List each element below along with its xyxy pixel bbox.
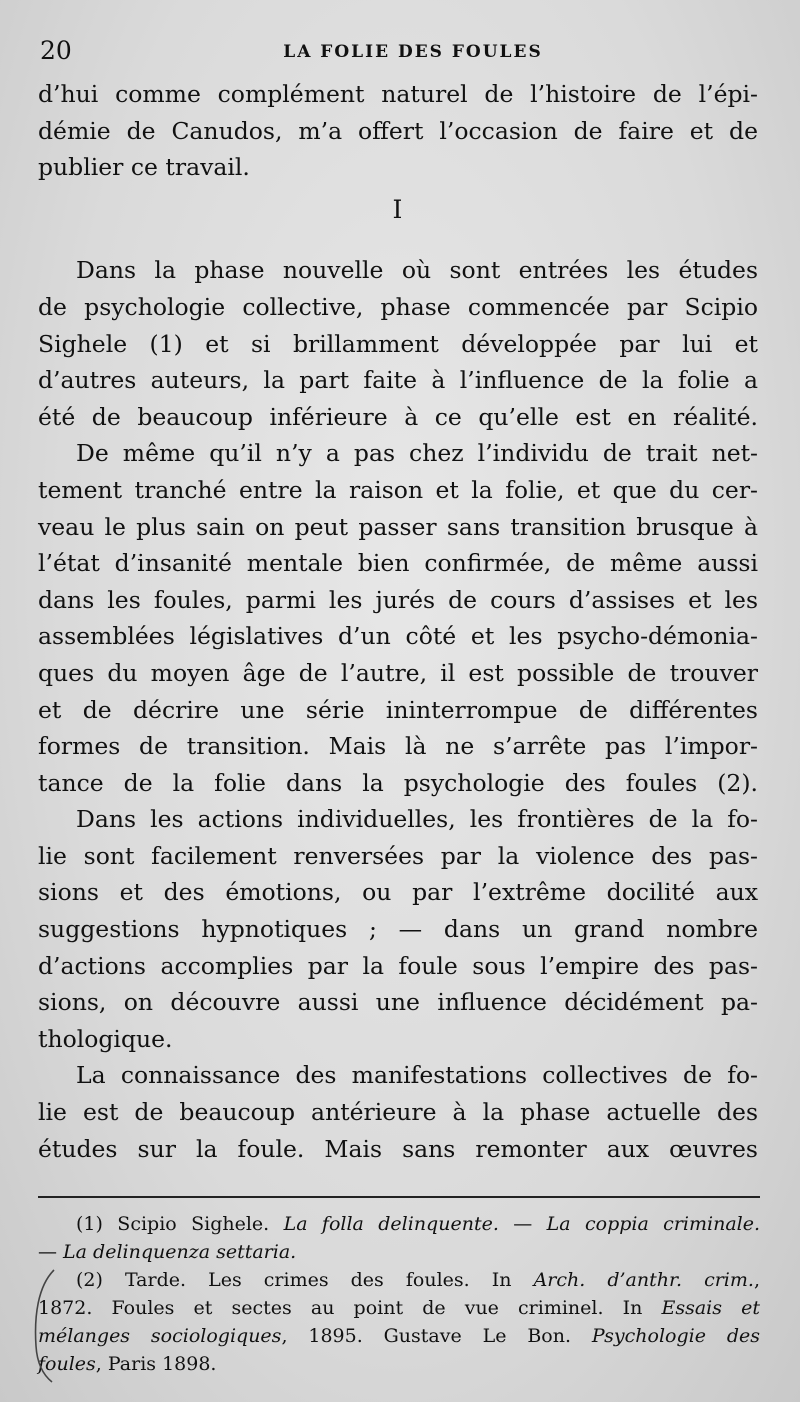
body-line: sions et des émotions, ou par l’extrême docilité aux — [38, 878, 758, 907]
body-line: De même qu’il n’y a pas chez l’individu de trait net- — [76, 439, 758, 468]
body-line: Sighele (1) et si brillamment développée par lui et — [38, 329, 758, 358]
footnote-2-line — [38, 1266, 760, 1294]
body-line: d’autres auteurs, la part faite à l’influence de la folie a — [38, 366, 758, 395]
body-line: études sur la foule. Mais sans remonter aux œuvres — [38, 1134, 758, 1163]
footnote-2-line — [38, 1322, 760, 1350]
footnote-title: mélanges sociologiques — [38, 1325, 282, 1347]
body-line: lie est de beaucoup antérieure à la phase actuelle des — [38, 1098, 758, 1127]
pencil-bracket-mark — [28, 1266, 58, 1386]
footnote-title: La coppia criminale. — [546, 1213, 761, 1235]
footnote-title: La folla delinquente. — [283, 1213, 499, 1235]
body-line: d’hui comme complément naturel de l’histoire de l’épi- — [38, 80, 758, 108]
body-line: et de décrire une série ininterrompue de différentes — [38, 695, 758, 724]
footnote-text: , Paris 1898. — [95, 1353, 217, 1375]
section-heading: I — [392, 194, 404, 224]
footnote-title: Essais et — [661, 1297, 760, 1319]
body-text — [38, 76, 758, 1167]
body-line: tance de la folie dans la psychologie des foules (2). — [38, 768, 758, 797]
page-header — [38, 34, 758, 74]
footnote-text: (2) Tarde. Les crimes des foules. In — [76, 1269, 534, 1291]
body-line: publier ce travail. — [38, 153, 250, 182]
footnote-title: Arch. d’anthr. crim. — [533, 1269, 754, 1291]
footnotes — [38, 1210, 760, 1378]
body-line: thologique. — [38, 1024, 173, 1053]
body-line: l’état d’insanité mentale bien confirmée, de même aussi — [38, 549, 758, 578]
body-line: tement tranché entre la raison et la folie, et que du cer- — [38, 475, 758, 504]
footnote-title: Psychologie des — [591, 1325, 760, 1347]
body-line: de psychologie collective, phase commencée par Scipio — [38, 292, 758, 321]
footnote-title: foules — [38, 1353, 96, 1375]
body-line: Dans la phase nouvelle où sont entrées les études — [76, 256, 758, 285]
footnote-2-line — [38, 1350, 760, 1378]
page-number: 20 — [40, 36, 72, 65]
body-line: suggestions hypnotiques ; — dans un grand nombre — [38, 915, 758, 944]
body-line: sions, on découvre aussi une influence décidément pa- — [38, 988, 758, 1017]
body-line: La connaissance des manifestations collectives de fo- — [76, 1061, 758, 1090]
footnote-2-line — [38, 1294, 760, 1322]
body-line: d’actions accomplies par la foule sous l’empire des pas- — [38, 951, 758, 980]
footnote-text: — — [38, 1241, 64, 1263]
footnote-text: 1872. Foules et sectes au point de vue criminel. In — [38, 1297, 662, 1319]
body-line: lie sont facilement renversées par la violence des pas- — [38, 841, 758, 870]
body-line: assemblées législatives d’un côté et les psycho-démonia- — [38, 622, 758, 651]
body-line: démie de Canudos, m’a offert l’occasion de faire et de — [38, 116, 758, 145]
body-line: été de beaucoup inférieure à ce qu’elle est en réalité. — [38, 402, 758, 431]
body-line: formes de transition. Mais là ne s’arrête pas l’impor- — [38, 732, 758, 761]
footnote-text: (1) Scipio Sighele. — [76, 1213, 284, 1235]
body-line: veau le plus sain on peut passer sans transition brusque à — [38, 512, 758, 541]
footnote-text: , 1895. Gustave Le Bon. — [281, 1325, 592, 1347]
body-line: ques du moyen âge de l’autre, il est possible de trouver — [38, 658, 758, 687]
footnote-text: , — [753, 1269, 760, 1291]
footnote-title: La delinquenza settaria. — [63, 1241, 297, 1263]
running-title: LA FOLIE DES FOULES — [283, 42, 543, 62]
body-line: Dans les actions individuelles, les frontières de la fo- — [76, 805, 758, 834]
body-line: dans les foules, parmi les jurés de cours d’assises et les — [38, 585, 758, 614]
footnote-1-line — [38, 1238, 760, 1266]
footnote-1-line — [38, 1210, 760, 1238]
footnote-text: — — [498, 1213, 547, 1235]
footnote-rule — [38, 1196, 760, 1198]
